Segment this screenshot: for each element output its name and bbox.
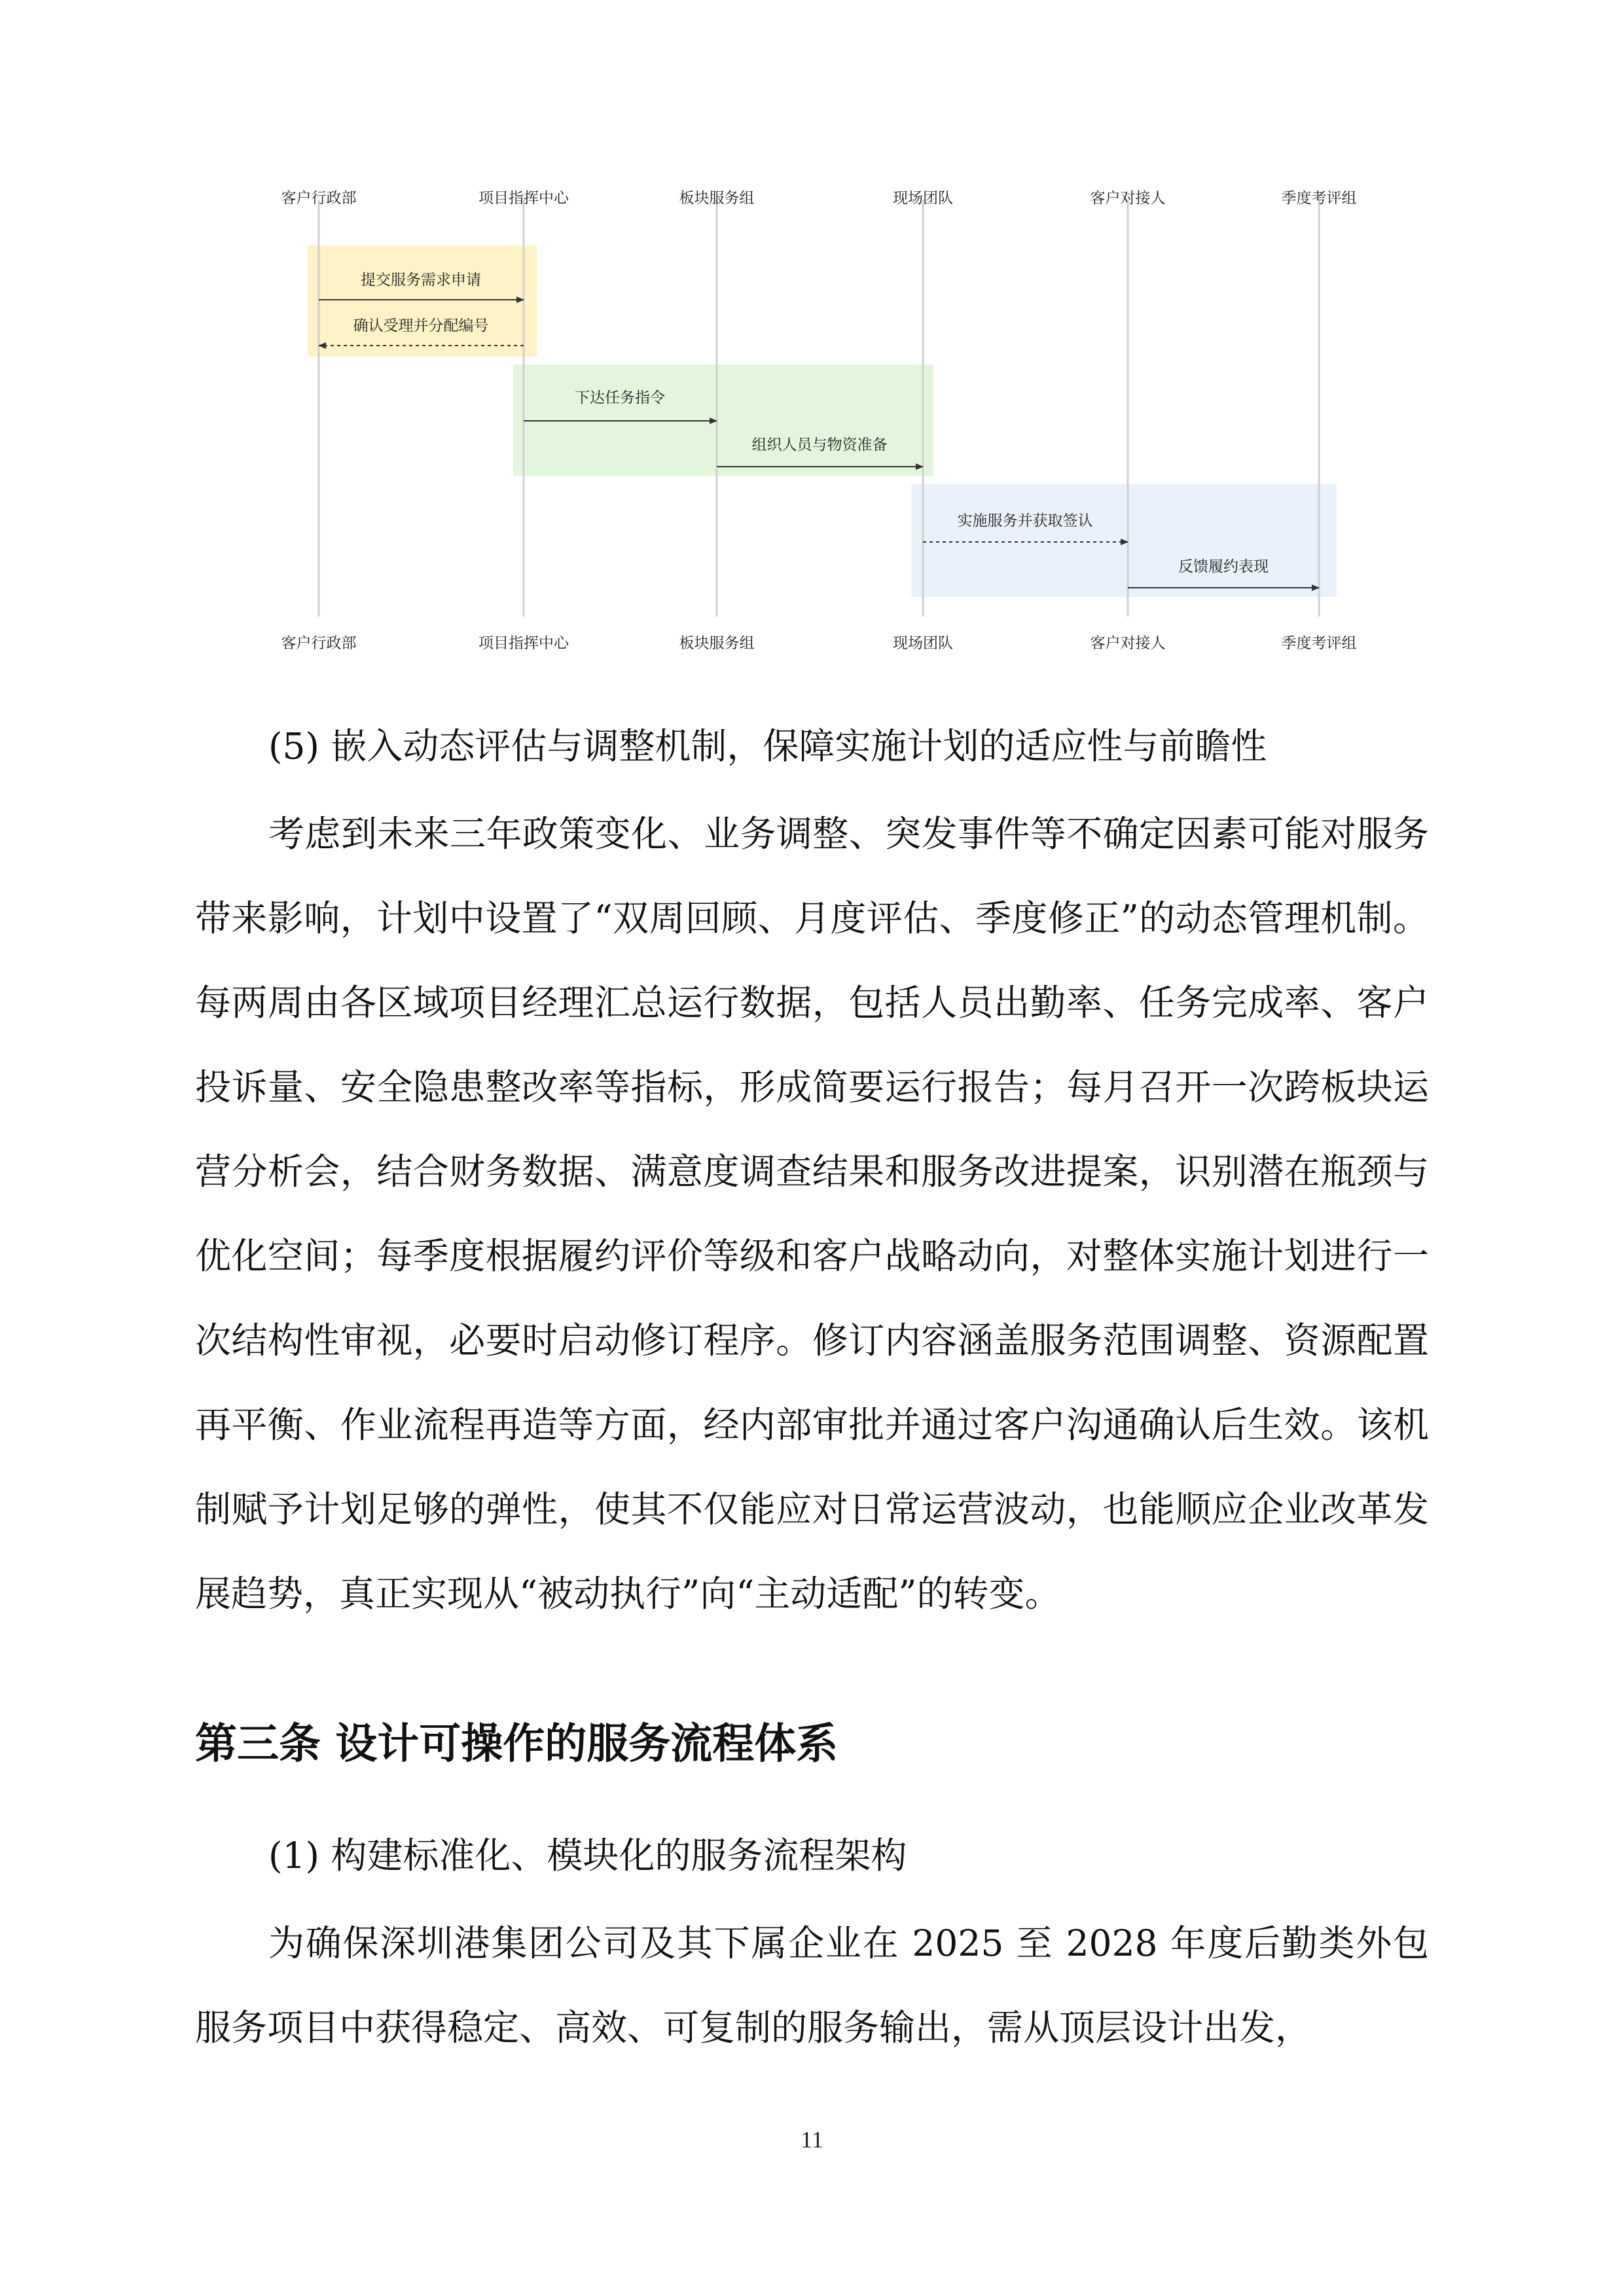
page-number: 11: [801, 2126, 823, 2153]
message-label: 确认受理并分配编号: [353, 317, 489, 334]
section-5-title: (5) 嵌入动态评估与调整机制，保障实施计划的适应性与前瞻性: [268, 725, 1267, 767]
sequence-diagram: [249, 164, 1394, 674]
section-5-body-block: [195, 792, 1429, 1636]
participant-label-bottom: 项目指挥中心: [478, 635, 569, 652]
phase-band-1: [308, 245, 537, 357]
participant-label-top: 客户对接人: [1090, 190, 1166, 207]
participant-label-top: 板块服务组: [679, 190, 755, 207]
article-3-heading: 第三条 设计可操作的服务流程体系: [195, 1720, 839, 1768]
message-label: 下达任务指令: [575, 389, 665, 406]
participant-label-top: 客户行政部: [281, 190, 357, 207]
participant-label-bottom: 客户对接人: [1090, 635, 1166, 652]
participant-label-top: 季度考评组: [1281, 190, 1357, 207]
message-label: 组织人员与物资准备: [751, 437, 888, 454]
participant-label-bottom: 季度考评组: [1281, 635, 1357, 652]
section-5-paragraph: 考虑到未来三年政策变化、业务调整、突发事件等不确定因素可能对服务带来影响，计划中设置了“双周回顾、月度评估、季度修正”的动态管理机制。每两周由各区域项目经理汇总运行数据，包括人员出勤率、任务完成率、客户投诉量、安全隐患整改率等指标，形成简要运行报告；每月召开一次跨板块运营分析会，结合财务数据、满意度调查结果和服务改进提案，识别潜在瓶颈与优化空间；每季度根据履约评价等级和客户战略动向，对整体实施计划进行一次结构性审视，必要时启动修订程序。修订内容涵盖服务范围调整、资源配置再平衡、作业流程再造等方面，经内部审批并通过客户沟通确认后生效。该机制赋予计划足够的弹性，使其不仅能应对日常运营波动，也能顺应企业改革发展趋势，真正实现从“被动执行”向“主动适配”的转变。: [195, 813, 1429, 1615]
participant-label-top: 项目指挥中心: [478, 190, 569, 207]
message-label: 反馈履约表现: [1178, 558, 1269, 575]
article-3-sub-1-title: (1) 构建标准化、模块化的服务流程架构: [268, 1835, 907, 1876]
article-3-paragraph: 为确保深圳港集团公司及其下属企业在 2025 至 2028 年度后勤类外包服务项目中获得稳定、高效、可复制的服务输出，需从顶层设计出发，: [195, 1922, 1429, 2049]
participant-label-bottom: 现场团队: [893, 635, 953, 652]
article-3-body-block: [195, 1901, 1429, 2070]
message-label: 实施服务并获取签认: [957, 512, 1093, 529]
message-label: 提交服务需求申请: [361, 272, 481, 289]
participant-label-bottom: 板块服务组: [679, 635, 755, 652]
participant-label-bottom: 客户行政部: [281, 635, 357, 652]
phase-band-3: [911, 484, 1337, 597]
participant-label-top: 现场团队: [893, 190, 953, 207]
